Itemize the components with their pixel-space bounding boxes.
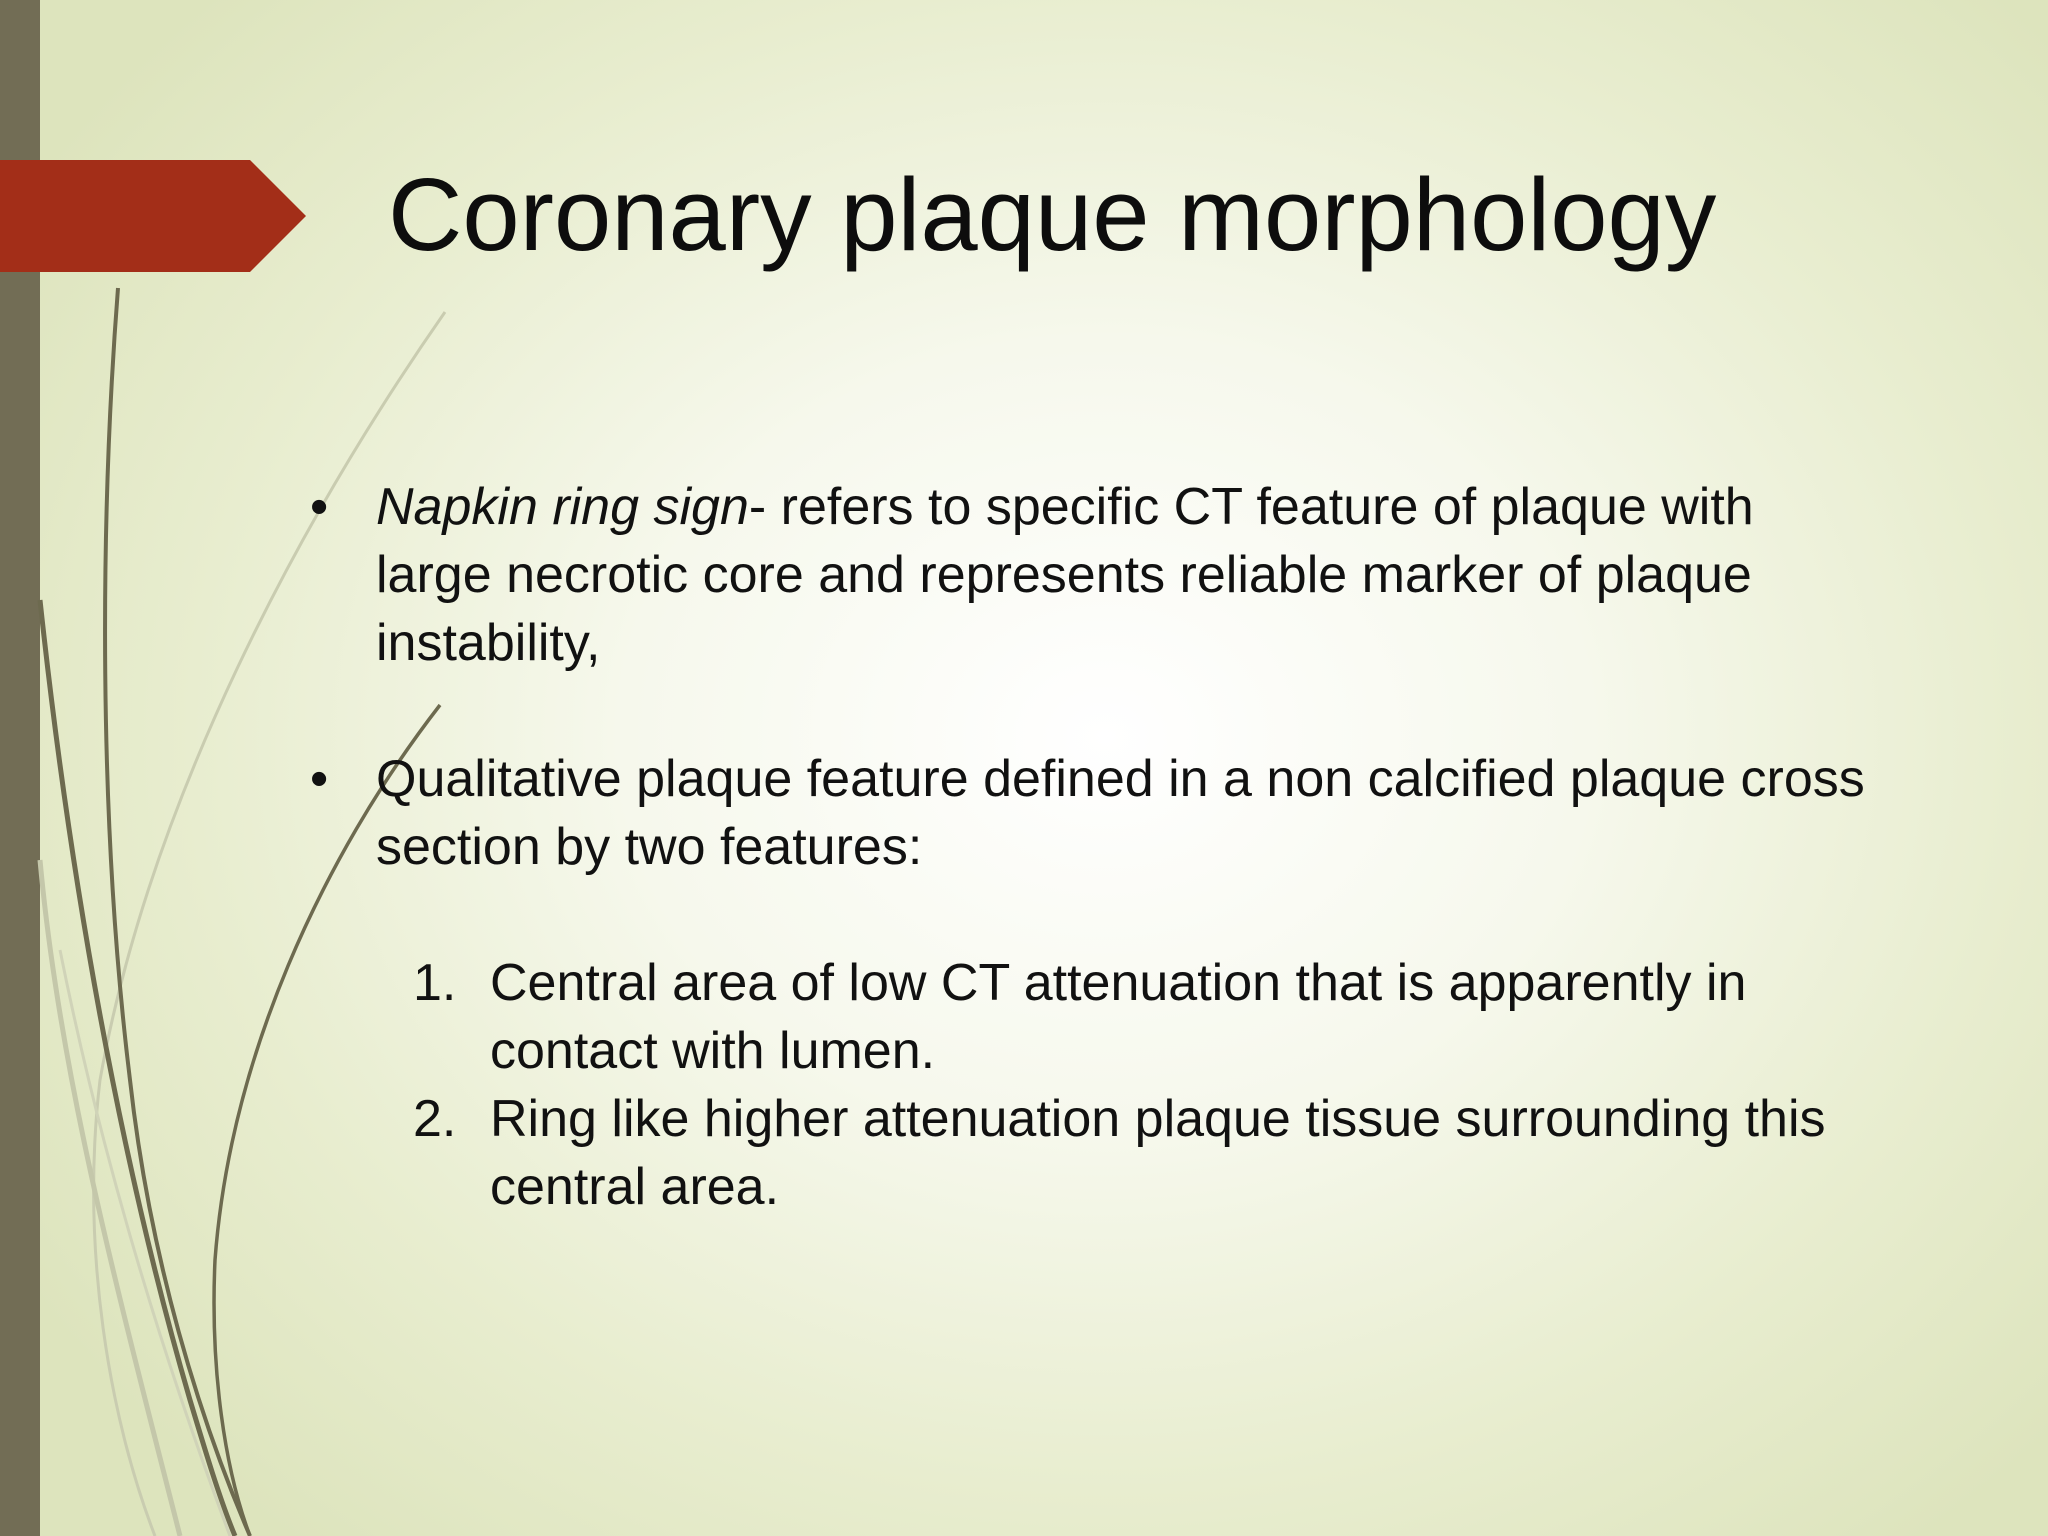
feature-text: Ring like higher attenuation plaque tissue surrounding this central area. — [490, 1090, 1826, 1216]
bullet-item-napkin-ring — [300, 473, 1880, 677]
bullet-marker: • — [310, 750, 329, 808]
bullet-list — [300, 473, 1880, 1221]
bullet-text: Qualitative plaque feature defined in a non calcified plaque cross section by two features: — [376, 750, 1865, 876]
feature-number: 1. — [413, 954, 457, 1012]
feature-text: Central area of low CT attenuation that is apparently in contact with lumen. — [490, 954, 1747, 1080]
bullet-lead-term: Napkin ring sign — [376, 478, 749, 536]
slide-title: Coronary plaque morphology — [388, 157, 1717, 272]
bullet-text: - refers to specific CT feature of plaque with large necrotic core and represents reliable marker of plaque instability, — [376, 478, 1754, 672]
feature-number: 2. — [413, 1090, 457, 1148]
bullet-item-qualitative — [300, 745, 1880, 1221]
feature-item-2 — [376, 1085, 1880, 1221]
bullet-marker: • — [310, 478, 329, 536]
numbered-feature-list — [376, 949, 1880, 1221]
title-arrow-shape — [0, 160, 310, 272]
feature-item-1 — [376, 949, 1880, 1085]
